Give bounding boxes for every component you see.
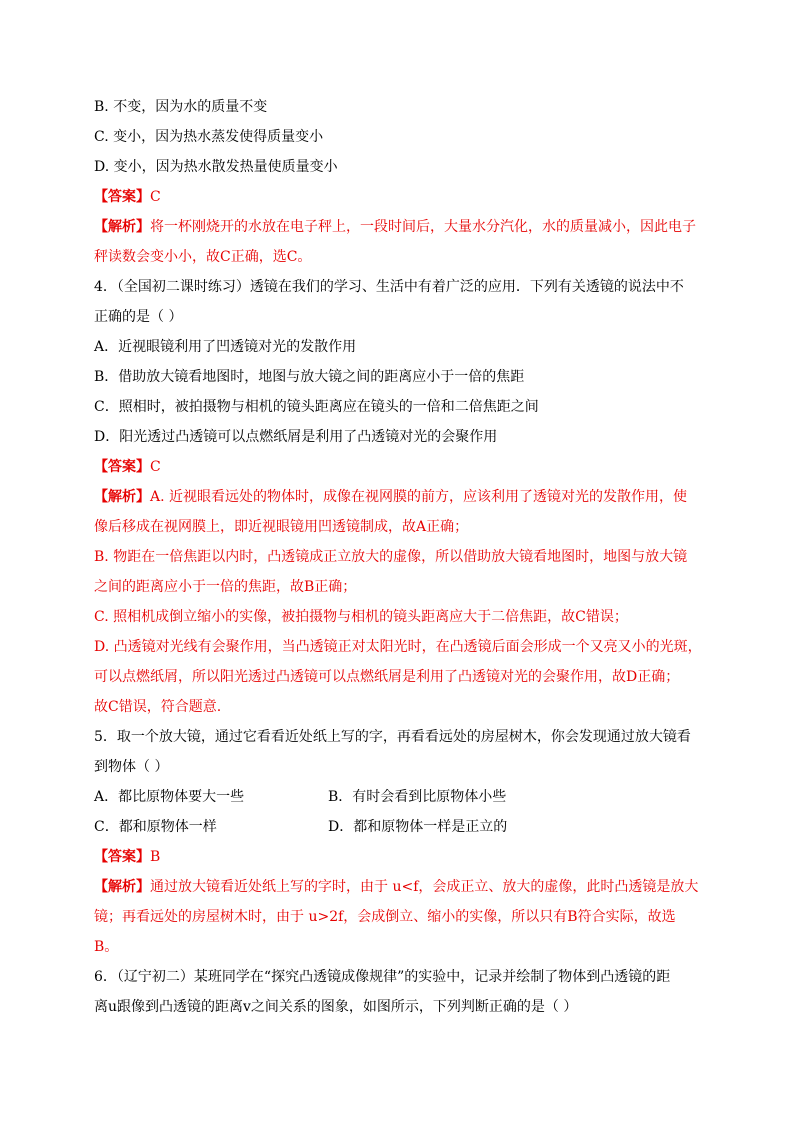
q5-option-a: A．都比原物体要大一些 (94, 789, 245, 805)
q4-option-b: B．借助放大镜看地图时，地图与放大镜之间的距离应小于一倍的焦距 (94, 369, 525, 385)
q4-analysis-line-1 (94, 487, 687, 507)
q5-options-row-2 (94, 817, 714, 837)
q3-answer (94, 187, 161, 207)
q4-answer (94, 457, 161, 477)
answer-tag: 【答案】 (94, 849, 150, 865)
answer-value: C (150, 459, 161, 475)
answer-tag: 【答案】 (94, 459, 150, 475)
q4-analysis-line-5: C. 照相机成倒立缩小的实像，被拍摄物与相机的镜头距离应大于二倍焦距，故C错误； (94, 609, 628, 625)
q4-stem-line-2: 正确的是（ ） (94, 309, 183, 325)
q4-analysis-line-6: D. 凸透镜对光线有会聚作用，当凸透镜正对太阳光时，在凸透镜后面会形成一个又亮又小的光斑， (94, 639, 702, 655)
q5-option-d: D．都和原物体一样是正立的 (328, 819, 508, 835)
q5-option-c: C．都和原物体一样 (94, 819, 217, 835)
q6-stem-line-1: 6．（辽宁初二）某班同学在“探究凸透镜成像规律”的实验中，记录并绘制了物体到凸透镜的距 (94, 969, 671, 985)
analysis-tag: 【解析】 (94, 219, 150, 235)
q5-option-b: B．有时会看到比原物体小些 (328, 789, 507, 805)
q5-analysis-line-2: 镜；再看远处的房屋树木时，由于 u>2f，会成倒立、缩小的实像，所以只有B符合实际，故选 (94, 909, 676, 925)
q5-stem-line-1: 5．取一个放大镜，通过它看看近处纸上写的字，再看看远处的房屋树木，你会发现通过放大镜看 (94, 729, 691, 745)
q5-analysis-line-3: B。 (94, 939, 119, 955)
q5-answer (94, 847, 160, 867)
answer-tag: 【答案】 (94, 189, 150, 205)
q6-stem-line-2: 离u跟像到凸透镜的距离v之间关系的图象，如图所示，下列判断正确的是（ ） (94, 999, 578, 1015)
analysis-tag: 【解析】 (94, 879, 150, 895)
q5-stem-line-2: 到物体（ ） (94, 759, 169, 775)
q4-analysis-line-8: 故C错误，符合题意. (94, 699, 222, 715)
q3-analysis-line-2: 秤读数会变小小，故C正确，选C。 (94, 249, 312, 265)
q3-analysis-line-1 (94, 217, 696, 237)
q5-options-row-1 (94, 787, 714, 807)
q3-option-c: C. 变小，因为热水蒸发使得质量变小 (94, 129, 324, 145)
q5-analysis-line-1 (94, 877, 698, 897)
q4-option-a: A．近视眼镜利用了凹透镜对光的发散作用 (94, 339, 357, 355)
answer-value: C (150, 189, 161, 205)
analysis-text: 将一杯刚烧开的水放在电子秤上，一段时间后，大量水分汽化，水的质量减小，因此电子 (150, 219, 696, 235)
q3-option-d: D. 变小，因为热水散发热量使质量变小 (94, 159, 338, 175)
q4-option-c: C．照相时，被拍摄物与相机的镜头距离应在镜头的一倍和二倍焦距之间 (94, 399, 539, 415)
q3-option-b: B. 不变，因为水的质量不变 (94, 99, 268, 115)
q4-analysis-line-4: 之间的距离应小于一倍的焦距，故B正确； (94, 579, 357, 595)
analysis-tag: 【解析】 (94, 489, 150, 505)
q4-analysis-line-3: B. 物距在一倍焦距以内时，凸透镜成正立放大的虚像，所以借助放大镜看地图时，地图与放大镜 (94, 549, 688, 565)
q4-analysis-line-7: 可以点燃纸屑，所以阳光透过凸透镜可以点燃纸屑是利用了凸透镜对光的会聚作用，故D正确； (94, 669, 680, 685)
answer-value: B (150, 849, 161, 865)
q4-option-d: D．阳光透过凸透镜可以点燃纸屑是利用了凸透镜对光的会聚作用 (94, 429, 498, 445)
q4-stem-line-1: 4．（全国初二课时练习）透镜在我们的学习、生活中有着广泛的应用．下列有关透镜的说法中不 (94, 279, 684, 295)
analysis-text: A. 近视眼看远处的物体时，成像在视网膜的前方，应该利用了透镜对光的发散作用，使 (150, 489, 688, 505)
analysis-text: 通过放大镜看近处纸上写的字时，由于 u<f，会成正立、放大的虚像，此时凸透镜是放大 (150, 879, 699, 895)
q4-analysis-line-2: 像后移成在视网膜上，即近视眼镜用凹透镜制成，故A正确； (94, 519, 469, 535)
